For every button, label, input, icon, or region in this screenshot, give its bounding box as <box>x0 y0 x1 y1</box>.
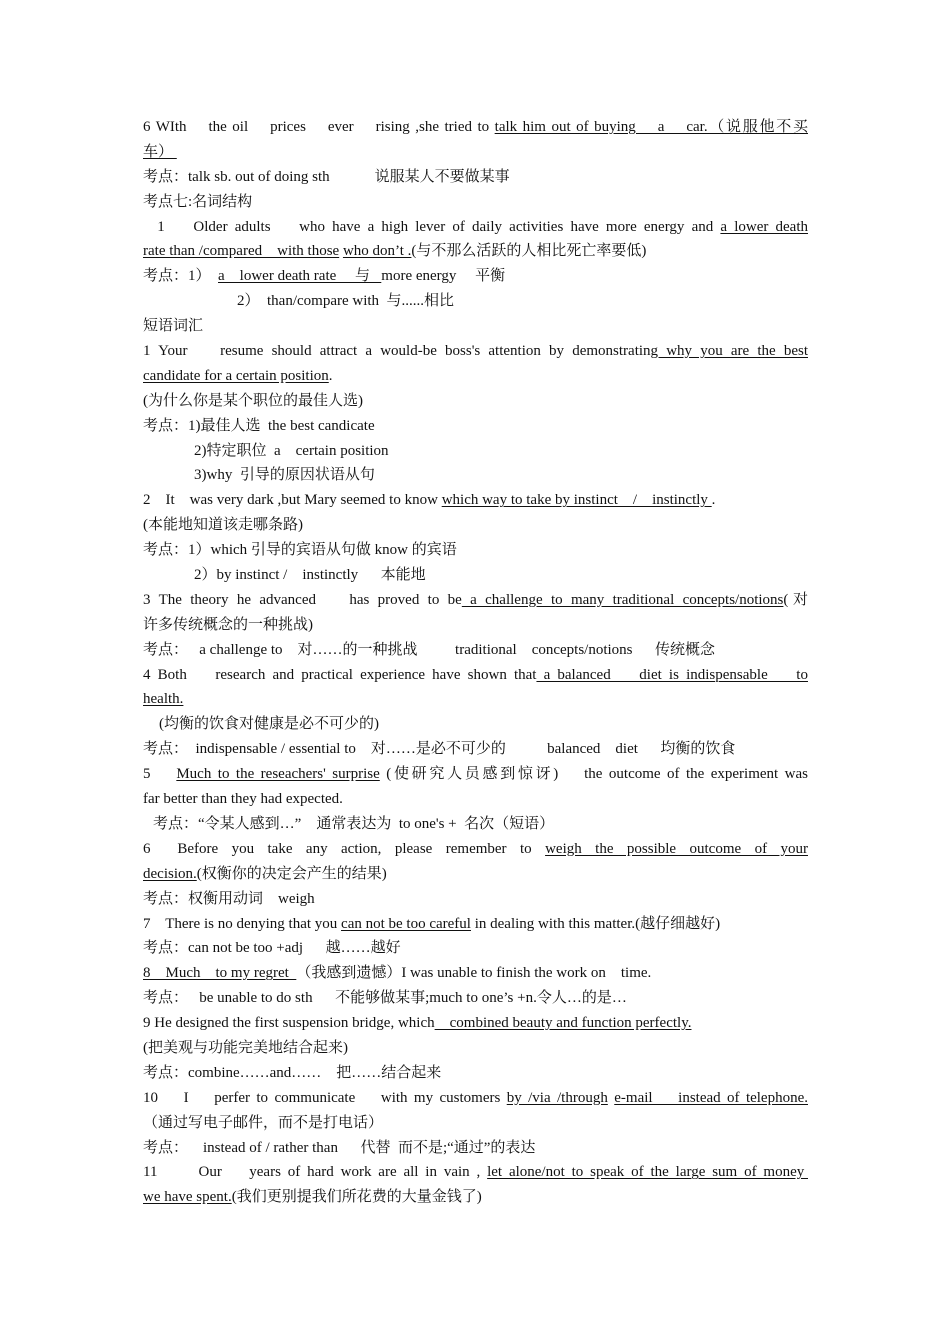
underlined-phrase: which way to take by instinct / instinctly <box>441 492 712 509</box>
text-segment: 考点：1） <box>143 268 219 285</box>
text-segment: (本能地知道该走哪条路) <box>143 517 303 534</box>
text-line <box>143 712 808 737</box>
text-line <box>143 687 808 712</box>
text-line <box>143 986 808 1011</box>
text-segment: 5 <box>143 766 177 783</box>
text-line <box>143 762 808 787</box>
text-segment: far better than they had expected. <box>143 791 343 808</box>
text-line <box>143 165 808 190</box>
underlined-phrase: decision. <box>143 865 197 882</box>
text-segment: 1 Your resume should attract a would-be boss's attention by demonstratin <box>143 343 651 360</box>
underlined-phrase: a challenge to many traditional concepts/notions <box>461 591 784 608</box>
text-line <box>143 563 808 588</box>
text-line <box>143 1136 808 1161</box>
text-segment: 9 He designed the first suspension bridge, which <box>143 1015 435 1032</box>
text-line <box>143 961 808 986</box>
text-line <box>143 215 808 240</box>
underlined-phrase: rate than /compared with those <box>143 243 340 260</box>
text-line <box>143 887 808 912</box>
text-segment: 考点：“令某人感到…” 通常表达为 to one's + 名次（短语） <box>153 815 555 832</box>
underlined-phrase: e-mail instead of telephone. <box>614 1089 808 1106</box>
text-segment: 10 I perfer to communicate with my customers <box>143 1089 507 1106</box>
text-line <box>143 513 808 538</box>
text-line <box>143 289 808 314</box>
text-segment: (对 <box>783 591 808 608</box>
text-segment: 2 It was very dark ,but Mary seemed to know <box>143 492 442 509</box>
text-segment: (为什么你是某个职位的最佳人选) <box>143 392 363 409</box>
text-line <box>143 1160 808 1185</box>
text-line <box>143 140 808 165</box>
text-segment: （通过写电子邮件，而不是打电话） <box>143 1114 384 1131</box>
text-line <box>143 264 808 289</box>
underlined-phrase: health. <box>143 691 184 708</box>
text-segment: 3 The theory he advanced has proved to be <box>143 591 462 608</box>
text-segment: 考点：combine……and…… 把……结合起来 <box>143 1064 442 1081</box>
text-segment: 7 There is no denying that you <box>143 915 342 932</box>
underlined-phrase: a lower death rate 与 <box>218 268 382 285</box>
text-segment: 考点：1）which 引导的宾语从句做 know 的宾语 <box>143 542 457 559</box>
text-line <box>143 787 808 812</box>
text-segment: 11 Our years of hard work are all in vain , <box>143 1164 488 1181</box>
text-segment: 2） than/compare with 与......相比 <box>237 293 455 310</box>
text-line <box>143 862 808 887</box>
text-segment: 许多传统概念的一种挑战) <box>143 616 313 633</box>
text-line <box>143 588 808 613</box>
text-segment: 短语词汇 <box>143 318 204 335</box>
text-segment: 6 WIth the oil prices ever rising ,she tried to <box>143 119 495 135</box>
text-segment: . <box>328 367 333 384</box>
text-line <box>143 1185 808 1210</box>
text-segment: (权衡你的决定会产生的结果) <box>196 865 387 882</box>
text-line <box>143 638 808 663</box>
text-segment: 考点： be unable to do sth 不能够做某事;much to one’s +n.令人…的是… <box>143 990 627 1007</box>
text-line <box>143 239 808 264</box>
text-segment: 3)why 引导的原因状语从句 <box>194 467 375 484</box>
underlined-phrase: candidate for a certain position <box>143 367 329 384</box>
text-line <box>143 389 808 414</box>
underlined-phrase: 车） <box>143 143 177 160</box>
text-segment: . <box>711 492 716 509</box>
underlined-phrase: can not be too careful <box>341 915 471 932</box>
underlined-phrase: a lower death <box>720 218 808 235</box>
text-line <box>143 314 808 339</box>
text-segment: (使研究人员感到惊讶) the outcome of the experiment was <box>379 766 808 783</box>
text-segment: (与不那么活跃的人相比死亡率要低) <box>411 243 647 260</box>
text-segment: 考点：can not be too +adj 越……越好 <box>143 940 401 957</box>
text-line <box>143 538 808 563</box>
text-segment: 考点：1)最佳人选 the best candicate <box>143 417 375 434</box>
underlined-phrase: who don’t . <box>342 243 412 260</box>
text-segment: 2)特定职位 a certain position <box>194 442 389 459</box>
text-line <box>143 737 808 762</box>
underlined-phrase: a balanced diet is indispensable to <box>536 666 808 683</box>
text-segment: 考点： indispensable / essential to 对……是必不可少的 balanced diet 均衡的饮食 <box>143 741 736 758</box>
text-segment: 考点： a challenge to 对……的一种挑战 traditional concepts/notions 传统概念 <box>143 641 716 658</box>
text-line <box>143 339 808 364</box>
underlined-phrase: talk him out of buying a car.（说服他不买 <box>494 119 808 135</box>
text-line <box>143 439 808 464</box>
underlined-phrase: by /via /through <box>506 1089 608 1106</box>
text-segment: 考点： instead of / rather than 代替 而不是;“通过”的表达 <box>143 1139 536 1156</box>
text-segment: 4 Both research and practical experience have shown that <box>143 666 537 683</box>
text-line <box>143 190 808 215</box>
document-body <box>143 115 808 1210</box>
text-segment: (均衡的饮食对健康是必不可少的) <box>159 716 379 733</box>
text-segment: 考点：talk sb. out of doing sth 说服某人不要做某事 <box>143 168 510 185</box>
underlined-phrase: let alone/not to speak of the large sum of money <box>487 1164 808 1181</box>
text-line <box>143 1061 808 1086</box>
text-line <box>143 463 808 488</box>
text-line <box>143 1011 808 1036</box>
text-line <box>143 812 808 837</box>
underlined-phrase: weigh the possible outcome of your <box>545 840 808 857</box>
text-line <box>143 936 808 961</box>
text-line <box>143 1111 808 1136</box>
underlined-phrase: g why you are the best <box>650 343 808 360</box>
underlined-phrase: we have spent. <box>143 1189 232 1206</box>
text-segment: (我们更别提我们所花费的大量金钱了) <box>231 1189 482 1206</box>
text-line <box>143 115 808 140</box>
text-line <box>143 663 808 688</box>
text-line <box>143 364 808 389</box>
text-segment: 2）by instinct / instinctly 本能地 <box>194 567 426 584</box>
text-segment: 1 Older adults who have a high lever of daily activities have more energy and <box>143 218 721 235</box>
text-segment: （我感到遗憾）I was unable to finish the work on time. <box>296 965 652 982</box>
text-line <box>143 837 808 862</box>
text-line <box>143 488 808 513</box>
text-segment: (把美观与功能完美地结合起来) <box>143 1039 348 1056</box>
text-segment: 6 Before you take any action, please remember to <box>143 840 546 857</box>
text-line <box>143 414 808 439</box>
text-segment: more energy 平衡 <box>381 268 506 285</box>
text-line <box>143 912 808 937</box>
underlined-phrase: 8 Much to my regret <box>143 965 297 982</box>
text-segment: 考点七:名词结构 <box>143 193 253 210</box>
underlined-phrase: Much to the reseachers' surprise <box>176 766 380 783</box>
text-line <box>143 1086 808 1111</box>
text-segment: in dealing with this matter.(越仔细越好) <box>470 915 721 932</box>
text-line <box>143 1036 808 1061</box>
underlined-phrase: combined beauty and function perfectly. <box>434 1015 692 1032</box>
text-line <box>143 613 808 638</box>
text-segment: 考点：权衡用动词 weigh <box>143 890 315 907</box>
